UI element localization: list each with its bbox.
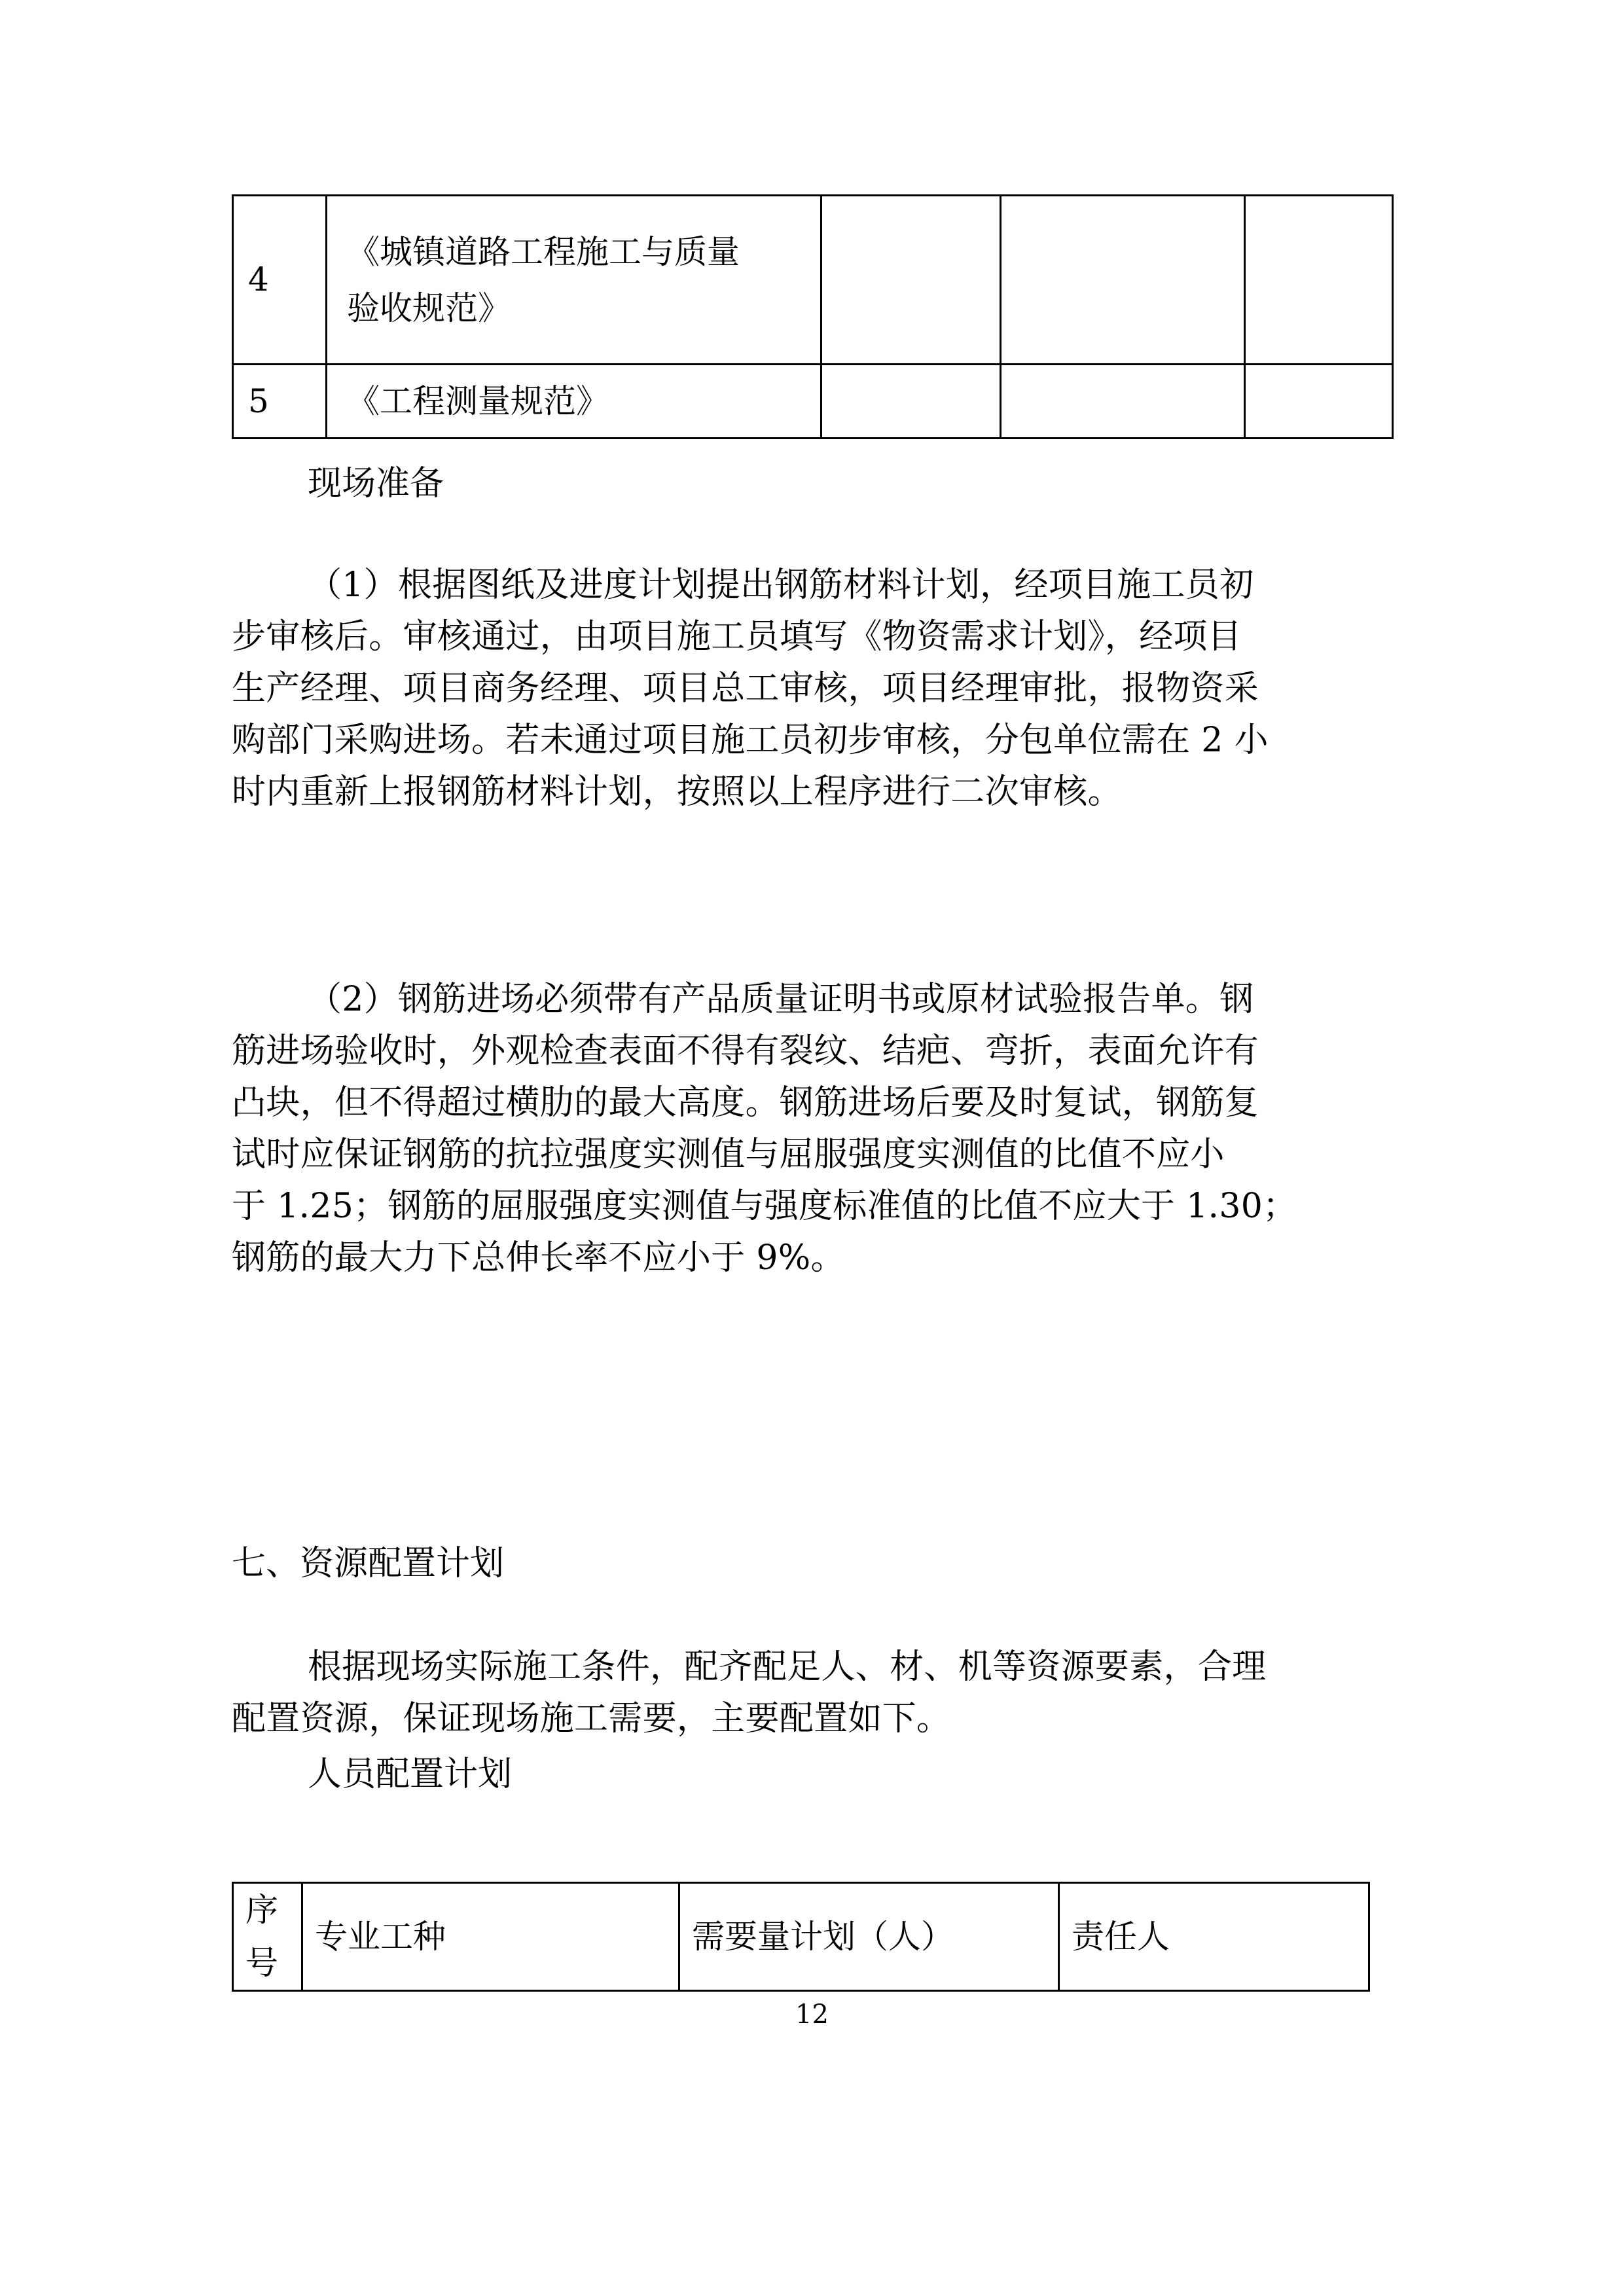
personnel-header-quantity: 需要量计划（人） xyxy=(679,1883,1059,1991)
paragraph-line: 筋进场验收时，外观检查表面不得有裂纹、结疤、弯折，表面允许有 xyxy=(232,1031,1259,1071)
table-row xyxy=(233,365,1393,439)
standards-row-name xyxy=(327,196,821,365)
paragraph-line: 时内重新上报钢筋材料计划，按照以上程序进行二次审核。 xyxy=(232,772,1122,812)
personnel-header-trade: 专业工种 xyxy=(302,1883,679,1991)
standards-row-index: 4 xyxy=(233,196,327,365)
paragraph-line: 步审核后。审核通过，由项目施工员填写《物资需求计划》，经项目 xyxy=(232,617,1242,656)
standards-row-name-line2: 验收规范》 xyxy=(347,289,511,327)
paragraph-line: 配置资源，保证现场施工需要，主要配置如下。 xyxy=(232,1699,951,1738)
table-row xyxy=(233,196,1393,365)
paragraph-line: 于 1.25；钢筋的屈服强度实测值与强度标准值的比值不应大于 1.30； xyxy=(232,1187,1297,1226)
standards-row-col4 xyxy=(1001,196,1245,365)
site-preparation-paragraph-2 xyxy=(232,974,1392,1284)
standards-row-col5 xyxy=(1245,365,1393,439)
standards-row-col3 xyxy=(821,365,1001,439)
paragraph-line: （2）钢筋进场必须带有产品质量证明书或原材试验报告单。钢 xyxy=(308,980,1254,1019)
standards-row-name: 《工程测量规范》 xyxy=(327,365,821,439)
personnel-header-index: 序号 xyxy=(233,1883,302,1991)
standards-row-name-line1: 《城镇道路工程施工与质量 xyxy=(347,232,740,271)
paragraph-line: （1）根据图纸及进度计划提出钢筋材料计划，经项目施工员初 xyxy=(308,565,1254,605)
standards-row-col3 xyxy=(821,196,1001,365)
paragraph-line: 根据现场实际施工条件，配齐配足人、材、机等资源要素，合理 xyxy=(308,1647,1267,1687)
personnel-header-responsible: 责任人 xyxy=(1059,1883,1369,1991)
table-header-row xyxy=(233,1883,1369,1991)
personnel-plan-subheading: 人员配置计划 xyxy=(308,1755,513,1794)
paragraph-line: 凸块，但不得超过横肋的最大高度。钢筋进场后要及时复试，钢筋复 xyxy=(232,1083,1259,1122)
standards-table xyxy=(232,194,1394,439)
paragraph-line: 购部门采购进场。若未通过项目施工员初步审核，分包单位需在 2 小 xyxy=(232,721,1269,760)
paragraph-line: 试时应保证钢筋的抗拉强度实测值与屈服强度实测值的比值不应小 xyxy=(232,1135,1225,1174)
resource-section-heading: 七、资源配置计划 xyxy=(232,1544,505,1583)
standards-row-col4 xyxy=(1001,365,1245,439)
standards-row-col5 xyxy=(1245,196,1393,365)
site-preparation-title: 现场准备 xyxy=(308,464,444,503)
paragraph-line: 钢筋的最大力下总伸长率不应小于 9%。 xyxy=(232,1238,845,1278)
resource-section-paragraph xyxy=(232,1641,1392,1745)
page-number: 12 xyxy=(795,2000,829,2030)
paragraph-line: 生产经理、项目商务经理、项目总工审核，项目经理审批，报物资采 xyxy=(232,669,1259,708)
standards-row-index: 5 xyxy=(233,365,327,439)
site-preparation-paragraph-1 xyxy=(232,560,1392,818)
personnel-plan-table xyxy=(232,1882,1370,1992)
